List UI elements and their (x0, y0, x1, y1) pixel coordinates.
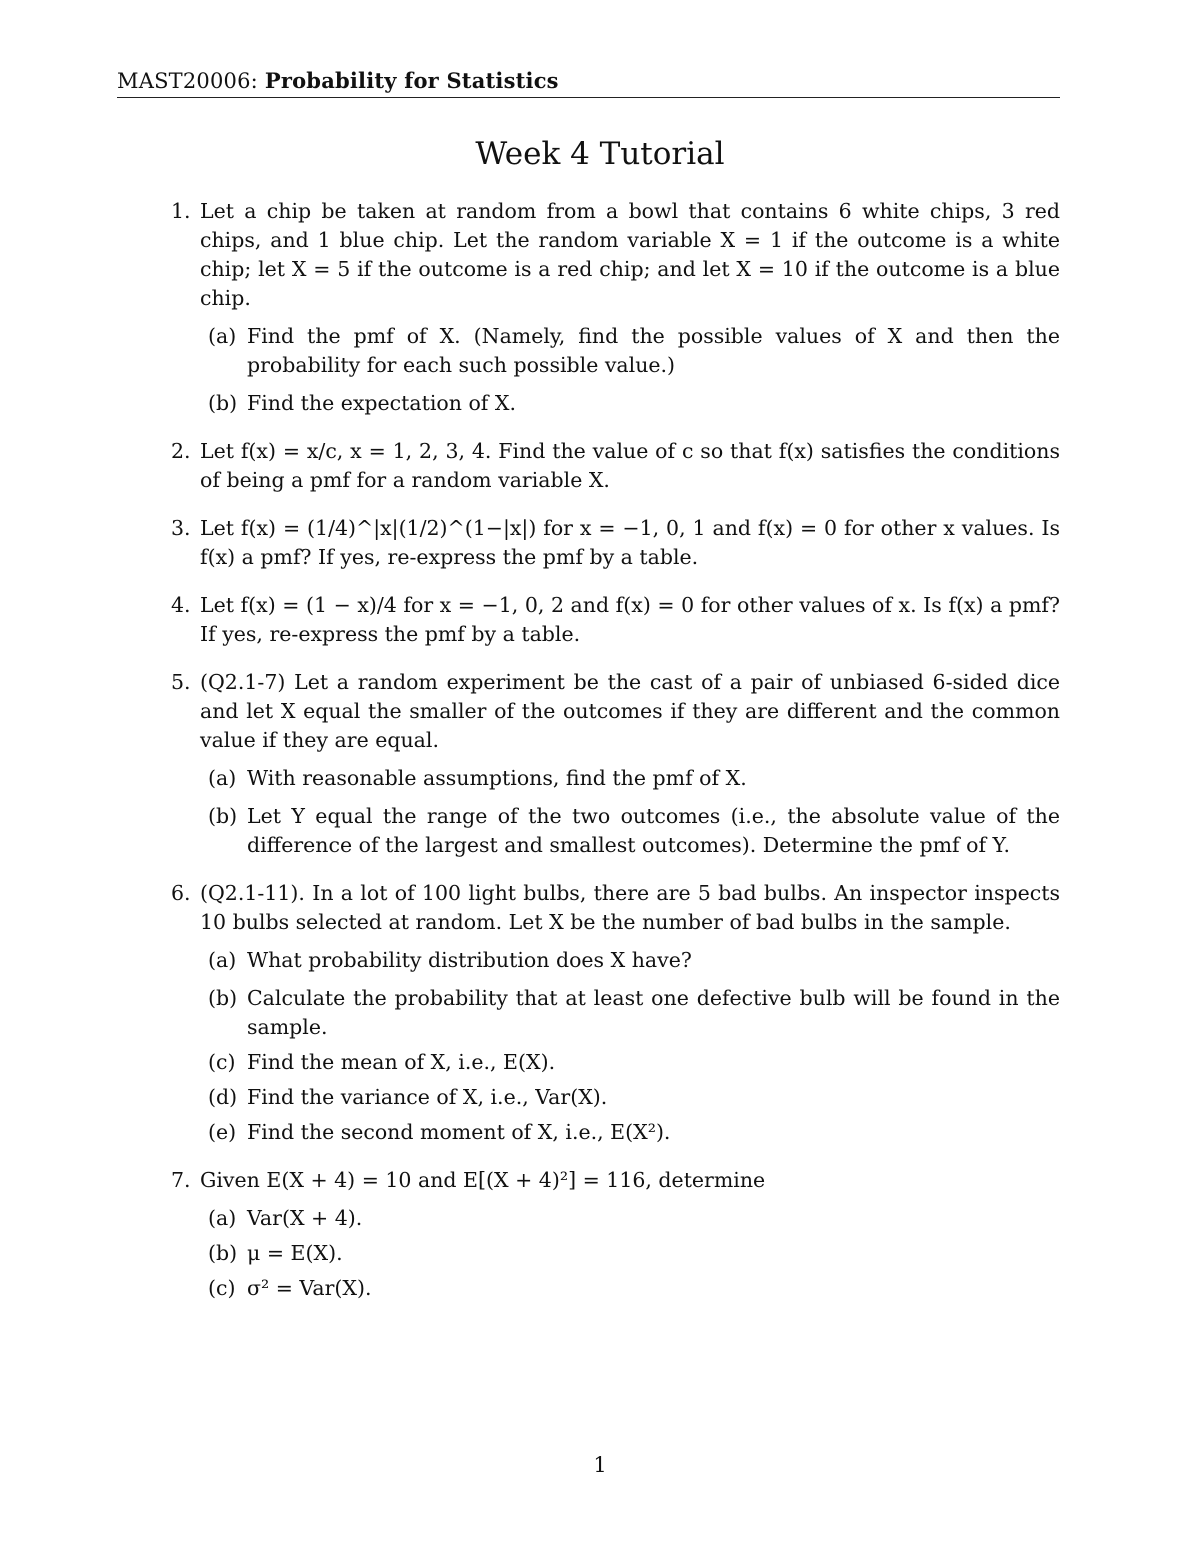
question-part (200, 1274, 1060, 1303)
part-text: With reasonable assumptions, find the pmf of X. (247, 766, 747, 790)
question-number: 6. (171, 881, 191, 905)
part-text: Calculate the probability that at least one defective bulb will be found in the sample. (247, 986, 1060, 1039)
question-1 (117, 197, 1060, 418)
question-number: 2. (171, 439, 191, 463)
question-part (200, 1118, 1060, 1147)
question-5 (117, 668, 1060, 860)
question-4 (117, 591, 1060, 649)
course-title: Probability for Statistics (264, 68, 559, 93)
part-text: Find the second moment of X, i.e., E(X²). (247, 1120, 671, 1144)
question-text: Let a chip be taken at random from a bowl that contains 6 white chips, 3 red chips, and 1 blue chip. Let the random variable X = 1 if the outcome is a white chip; let X = 5 if the outcome is a red chip; and let X = 10 if the outcome is a blue chip. (200, 199, 1060, 310)
part-label: (d) (208, 1085, 238, 1109)
question-number: 3. (171, 516, 191, 540)
question-text: (Q2.1-11). In a lot of 100 light bulbs, there are 5 bad bulbs. An inspector inspects 10 bulbs selected at random. Let X be the number of bad bulbs in the sample. (200, 881, 1060, 934)
question-text: Let f(x) = (1/4)^|x|(1/2)^(1−|x|) for x = −1, 0, 1 and f(x) = 0 for other x values. Is f(x) a pmf? If yes, re-express the pmf by a table. (200, 516, 1060, 569)
question-text: Let f(x) = (1 − x)/4 for x = −1, 0, 2 and f(x) = 0 for other values of x. Is f(x) a pmf? If yes, re-express the pmf by a table. (200, 593, 1060, 646)
part-label: (a) (208, 1206, 237, 1230)
question-part (200, 1083, 1060, 1112)
page-number: 1 (593, 1453, 607, 1477)
question-6 (117, 879, 1060, 1147)
question-part (200, 984, 1060, 1042)
question-part (200, 1048, 1060, 1077)
question-part (200, 389, 1060, 418)
part-label: (a) (208, 766, 237, 790)
part-text: Find the expectation of X. (247, 391, 517, 415)
page-title: Week 4 Tutorial (475, 136, 725, 172)
question-3 (117, 514, 1060, 572)
part-text: Find the variance of X, i.e., Var(X). (247, 1085, 608, 1109)
question-list (117, 197, 1060, 1322)
question-part (200, 1204, 1060, 1233)
question-7 (117, 1166, 1060, 1303)
question-text: Let f(x) = x/c, x = 1, 2, 3, 4. Find the value of c so that f(x) satisfies the conditions of being a pmf for a random variable X. (200, 439, 1060, 492)
question-part (200, 1239, 1060, 1268)
question-part (200, 946, 1060, 975)
part-text: Find the mean of X, i.e., E(X). (247, 1050, 556, 1074)
part-label: (e) (208, 1120, 237, 1144)
part-label: (b) (208, 1241, 238, 1265)
part-text: Find the pmf of X. (Namely, find the possible values of X and then the probability for each such possible value.) (247, 324, 1060, 377)
part-label: (a) (208, 948, 237, 972)
course-code: MAST20006: (117, 69, 258, 93)
question-number: 1. (171, 199, 191, 223)
question-part (200, 802, 1060, 860)
question-part (200, 322, 1060, 380)
part-label: (b) (208, 986, 238, 1010)
part-label: (a) (208, 324, 237, 348)
question-part (200, 764, 1060, 793)
part-text: Let Y equal the range of the two outcomes (i.e., the absolute value of the difference of the largest and smallest outcomes). Determine the pmf of Y. (247, 804, 1060, 857)
part-label: (c) (208, 1050, 236, 1074)
part-label: (b) (208, 391, 238, 415)
question-text: Given E(X + 4) = 10 and E[(X + 4)²] = 116, determine (200, 1168, 766, 1192)
part-text: Var(X + 4). (247, 1206, 363, 1230)
part-text: σ² = Var(X). (247, 1276, 372, 1300)
question-number: 4. (171, 593, 191, 617)
question-2 (117, 437, 1060, 495)
header-rule (117, 97, 1060, 98)
question-text: (Q2.1-7) Let a random experiment be the cast of a pair of unbiased 6-sided dice and let X equal the smaller of the outcomes if they are different and the common value if they are equal. (200, 670, 1060, 752)
question-number: 5. (171, 670, 191, 694)
part-label: (b) (208, 804, 238, 828)
running-head (117, 68, 559, 93)
part-label: (c) (208, 1276, 236, 1300)
part-text: μ = E(X). (247, 1241, 343, 1265)
question-number: 7. (171, 1168, 191, 1192)
part-text: What probability distribution does X have? (247, 948, 692, 972)
